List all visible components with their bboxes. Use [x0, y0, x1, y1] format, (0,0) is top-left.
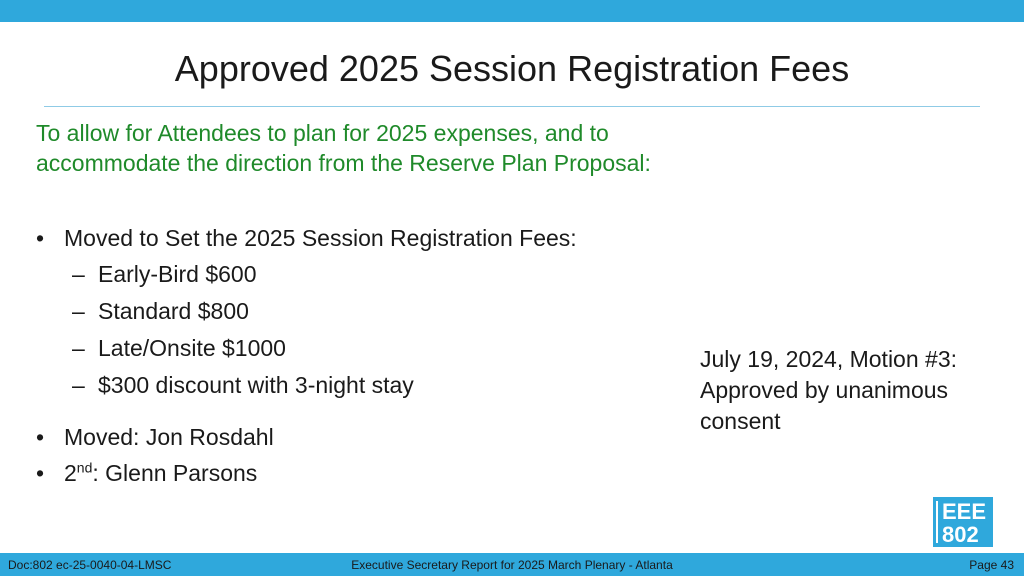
- footer-doc-id: Doc:802 ec-25-0040-04-LMSC: [8, 558, 172, 572]
- bullet-item-motion: [36, 223, 676, 259]
- ieee-802-logo: [933, 497, 993, 547]
- footer-bar: [0, 553, 1024, 576]
- top-accent-bar: [0, 0, 1024, 22]
- sub-item-text: $300 discount with 3-night stay: [98, 372, 414, 398]
- second-prefix: 2: [64, 460, 77, 486]
- footer-page-number: Page 43: [969, 558, 1014, 572]
- slide-title: Approved 2025 Session Registration Fees: [174, 48, 850, 89]
- sub-item-text: Early-Bird $600: [98, 261, 257, 287]
- sub-item-text: Standard $800: [98, 298, 249, 324]
- motion-line-2: Approved by unanimous: [700, 377, 949, 403]
- dash-icon: –: [72, 372, 85, 398]
- bullet-text: Moved: Jon Rosdahl: [64, 424, 274, 450]
- motion-line-3: consent: [700, 408, 781, 434]
- dash-icon: –: [72, 261, 85, 287]
- bullet-icon: •: [36, 225, 45, 251]
- intro-text: [36, 118, 756, 178]
- footer-report-title: Executive Secretary Report for 2025 March Plenary - Atlanta: [351, 558, 673, 572]
- motion-line-1: July 19, 2024, Motion #3:: [700, 346, 957, 372]
- dash-icon: –: [72, 335, 85, 361]
- title-divider: [44, 106, 980, 107]
- logo-line-2: 802: [942, 522, 979, 547]
- second-superscript: nd: [76, 459, 93, 476]
- bullet-text: [64, 460, 257, 486]
- bullet-text: Moved to Set the 2025 Session Registration Fees:: [64, 225, 577, 251]
- bullet-icon: •: [36, 424, 45, 450]
- sub-item-late-onsite: [36, 333, 676, 370]
- dash-icon: –: [72, 298, 85, 324]
- motion-note: [700, 344, 1010, 437]
- bullet-list: [36, 223, 676, 494]
- logo-stripe: [936, 501, 938, 543]
- logo-line-1: EEE: [942, 499, 987, 524]
- bullet-icon: •: [36, 460, 45, 486]
- sub-item-standard: [36, 296, 676, 333]
- sub-item-early-bird: [36, 259, 676, 296]
- sub-item-text: Late/Onsite $1000: [98, 335, 286, 361]
- intro-line-2: accommodate the direction from the Reserve Plan Proposal:: [36, 150, 651, 176]
- second-name: : Glenn Parsons: [92, 460, 258, 486]
- sub-item-discount: [36, 370, 676, 407]
- bullet-item-moved: [36, 422, 676, 458]
- intro-line-1: To allow for Attendees to plan for 2025 expenses, and to: [36, 120, 609, 146]
- bullet-item-second: [36, 458, 676, 494]
